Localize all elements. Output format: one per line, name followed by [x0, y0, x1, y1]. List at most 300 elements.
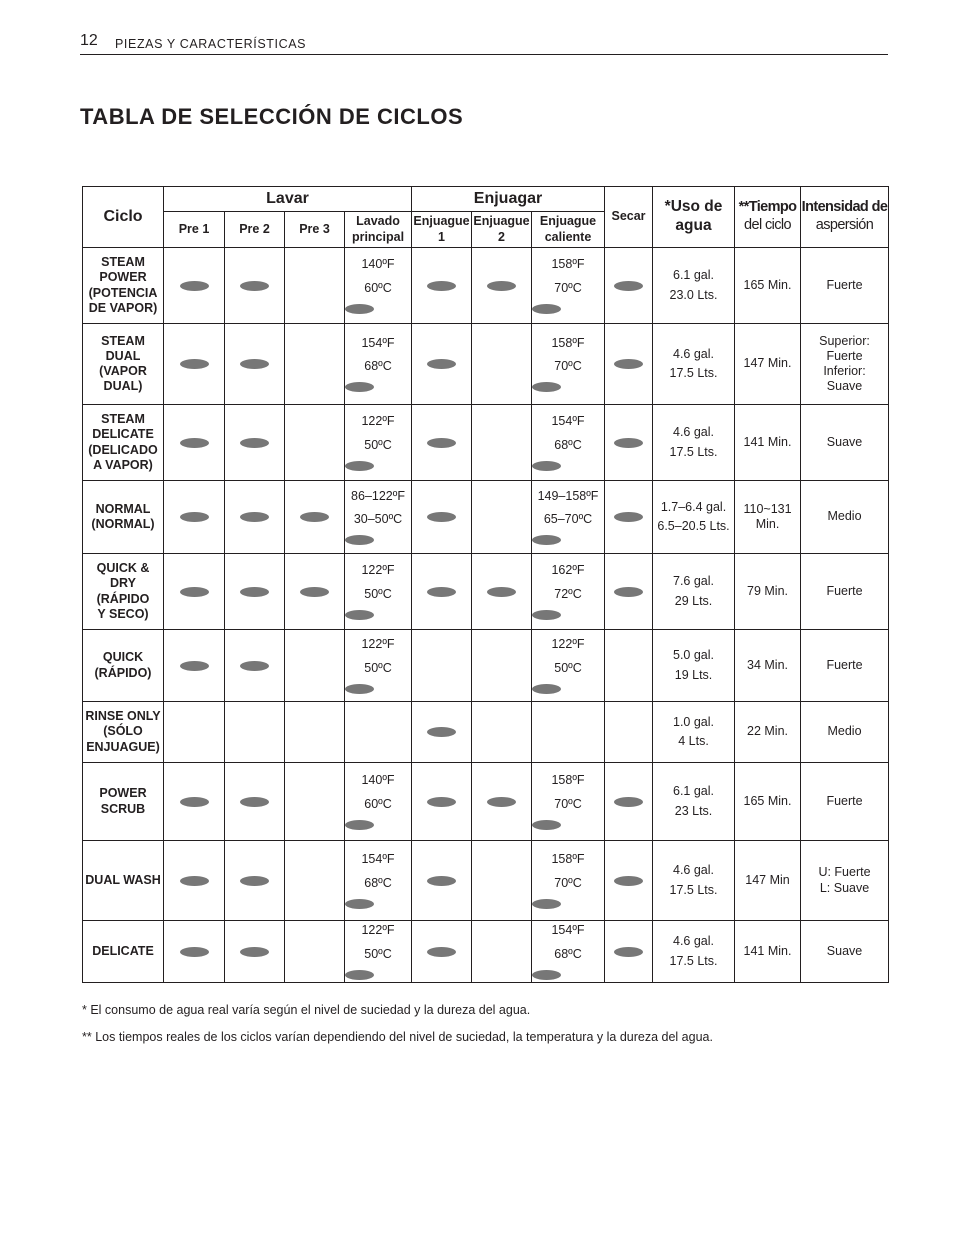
footnote-water: * El consumo de agua real varía según el nivel de suciedad y la dureza del agua. [82, 1003, 531, 1017]
pre2-cell [225, 248, 285, 324]
cycle-name [83, 405, 164, 481]
cycle-step-dot [345, 899, 374, 909]
cell-line: NORMAL [95, 501, 151, 516]
temperature-value: 70ºC [554, 280, 582, 295]
cycle-name [83, 702, 164, 763]
cell-line: DUAL) [103, 379, 143, 394]
temperature-value: 154ºF [361, 852, 395, 867]
cycle-step-dot [427, 587, 456, 597]
cycle-step-dot [345, 535, 374, 545]
cell-line: DELICATE [92, 943, 154, 958]
pre1-cell [164, 702, 225, 763]
header-pre2: Pre 2 [225, 212, 285, 248]
cycle-step-dot [487, 797, 516, 807]
rinse2-cell [472, 921, 532, 983]
water-value: 6.1 gal. [673, 268, 715, 283]
water-value: 23 Lts. [674, 803, 713, 818]
header-tiempo: **Tiempo del ciclo [735, 187, 801, 248]
hot-rinse-cell [532, 630, 605, 702]
cycle-step-dot [180, 512, 209, 522]
cycle-step-dot [532, 820, 561, 830]
rinse2-cell [472, 481, 532, 554]
pre2-cell [225, 763, 285, 841]
pre3-cell [285, 702, 345, 763]
cycle-step-dot [614, 281, 643, 291]
rinse2-cell [472, 554, 532, 630]
temperature-value: 68ºC [554, 946, 582, 961]
cycle-step-dot [532, 535, 561, 545]
cycle-step-dot [345, 684, 374, 694]
cycle-step-dot [487, 281, 516, 291]
cell-line: (RÁPIDO [96, 591, 150, 606]
cycle-step-dot [614, 797, 643, 807]
temperature-value: 70ºC [554, 359, 582, 373]
temperature-value: 158ºF [551, 257, 585, 272]
dry-cell [605, 763, 653, 841]
hot-rinse-cell [532, 763, 605, 841]
spray-intensity [801, 248, 889, 324]
cycle-step-dot [180, 438, 209, 448]
hot-rinse-cell [532, 841, 605, 921]
water-value: 4.6 gal. [673, 425, 715, 440]
header-lavado-principal: Lavado principal [345, 212, 412, 248]
cycle-step-dot [240, 359, 269, 369]
cycle-step-dot [427, 947, 456, 957]
table-row [83, 630, 889, 702]
cycle-name [83, 841, 164, 921]
cell-line: 79 Min. [747, 583, 789, 598]
spray-intensity [801, 324, 889, 405]
cell-line: Fuerte [826, 657, 863, 672]
temperature-value: 154ºF [551, 923, 585, 938]
temperature-value: 140ºF [361, 257, 395, 272]
temperature-value: 50ºC [554, 660, 582, 675]
table-row [83, 921, 889, 983]
cell-line: QUICK & [96, 561, 150, 575]
pre3-cell [285, 921, 345, 983]
pre1-cell [164, 481, 225, 554]
water-use [653, 841, 735, 921]
hot-rinse-cell [532, 481, 605, 554]
spray-intensity [801, 841, 889, 921]
temperature-value: 70ºC [554, 796, 582, 811]
water-use [653, 702, 735, 763]
table-row [83, 841, 889, 921]
cell-line: Fuerte [826, 583, 863, 598]
rinse2-cell [472, 405, 532, 481]
temperature-value: 86–122ºF [351, 488, 405, 503]
cycle-time [735, 630, 801, 702]
rinse1-cell [412, 921, 472, 983]
temperature-value: 72ºC [554, 586, 582, 601]
cell-line: DE VAPOR) [88, 300, 158, 315]
cycle-step-dot [240, 281, 269, 291]
rinse1-cell [412, 763, 472, 841]
water-value: 19 Lts. [674, 667, 713, 682]
cell-line: Suave [826, 943, 863, 958]
cycle-step-dot [180, 359, 209, 369]
cycle-step-dot [532, 684, 561, 694]
cell-line: STEAM [101, 333, 145, 348]
cell-line: POWER [99, 786, 147, 801]
rinse1-cell [412, 324, 472, 405]
water-use [653, 405, 735, 481]
rinse2-cell [472, 702, 532, 763]
cycle-name [83, 921, 164, 983]
dry-cell [605, 921, 653, 983]
cycle-step-dot [532, 382, 561, 392]
water-use [653, 630, 735, 702]
hot-rinse-cell [532, 248, 605, 324]
cycle-step-dot [240, 661, 269, 671]
header-pre3: Pre 3 [285, 212, 345, 248]
cycle-name [83, 481, 164, 554]
cell-line: U: Fuerte [818, 865, 871, 880]
cycle-step-dot [427, 876, 456, 886]
hot-rinse-cell [532, 702, 605, 763]
water-value: 4 Lts. [678, 734, 709, 748]
water-use [653, 554, 735, 630]
cell-line: Suave [826, 379, 863, 394]
hot-rinse-cell [532, 554, 605, 630]
cycle-step-dot [300, 512, 329, 522]
rinse1-cell [412, 405, 472, 481]
water-use [653, 481, 735, 554]
cycle-step-dot [300, 587, 329, 597]
hot-rinse-cell [532, 324, 605, 405]
cycle-time [735, 921, 801, 983]
cell-line: Medio [827, 724, 862, 739]
temperature-value: 154ºF [551, 414, 585, 429]
pre1-cell [164, 921, 225, 983]
water-value: 6.1 gal. [673, 784, 715, 799]
cell-line: Inferior: [823, 364, 866, 378]
cycle-step-dot [180, 947, 209, 957]
cycle-step-dot [532, 970, 561, 980]
cycle-step-dot [427, 281, 456, 291]
cell-line: 147 Min [745, 872, 790, 887]
temperature-value: 68ºC [554, 437, 582, 452]
dry-cell [605, 248, 653, 324]
cycle-step-dot [240, 438, 269, 448]
header-enjuague-caliente: Enjuague caliente [532, 212, 605, 248]
rinse1-cell [412, 630, 472, 702]
cell-line: Suave [826, 434, 863, 449]
header-ciclo: Ciclo [83, 187, 164, 248]
cell-line: DRY [110, 576, 136, 591]
cycle-step-dot [614, 876, 643, 886]
page-number: 12 [80, 32, 98, 49]
water-value: 17.5 Lts. [669, 366, 718, 380]
cycle-step-dot [180, 876, 209, 886]
water-value: 5.0 gal. [673, 648, 715, 663]
cell-line: (POTENCIA [88, 285, 158, 300]
cycle-name [83, 554, 164, 630]
water-value: 17.5 Lts. [669, 953, 718, 968]
cycle-step-dot [614, 587, 643, 597]
cell-line: L: Suave [819, 880, 870, 895]
cycle-step-dot [345, 610, 374, 620]
water-value: 29 Lts. [674, 593, 713, 608]
pre3-cell [285, 405, 345, 481]
cycle-name [83, 763, 164, 841]
water-value: 7.6 gal. [673, 574, 715, 589]
pre3-cell [285, 630, 345, 702]
main-wash-cell [345, 324, 412, 405]
table-row [83, 481, 889, 554]
cycle-time [735, 841, 801, 921]
cell-line: (DELICADO [88, 442, 158, 457]
temperature-value: 68ºC [364, 359, 392, 373]
water-use [653, 921, 735, 983]
cell-line: POWER [99, 270, 147, 285]
cycle-step-dot [240, 876, 269, 886]
dry-cell [605, 841, 653, 921]
cycle-time [735, 702, 801, 763]
dry-cell [605, 630, 653, 702]
cycle-step-dot [180, 797, 209, 807]
temperature-value: 65–70ºC [543, 512, 593, 526]
cycle-step-dot [427, 727, 456, 737]
pre2-cell [225, 702, 285, 763]
water-use [653, 248, 735, 324]
temperature-value: 122ºF [551, 637, 585, 652]
water-value: 4.6 gal. [673, 934, 715, 949]
main-wash-cell [345, 921, 412, 983]
cell-line: QUICK [102, 650, 144, 665]
page-header [80, 32, 888, 55]
cycle-step-dot [345, 382, 374, 392]
cell-line: STEAM [101, 255, 145, 269]
cycle-step-dot [240, 587, 269, 597]
spray-intensity [801, 481, 889, 554]
temperature-value: 50ºC [364, 586, 392, 601]
water-value: 1.7–6.4 gal. [660, 499, 727, 514]
spray-intensity [801, 630, 889, 702]
cell-line: (NORMAL) [91, 517, 155, 531]
temperature-value: 68ºC [364, 875, 392, 890]
rinse1-cell [412, 248, 472, 324]
spray-intensity [801, 405, 889, 481]
cell-line: A VAPOR) [93, 457, 153, 472]
rinse1-cell [412, 841, 472, 921]
rinse1-cell [412, 554, 472, 630]
main-wash-cell [345, 841, 412, 921]
pre2-cell [225, 841, 285, 921]
pre3-cell [285, 248, 345, 324]
hot-rinse-cell [532, 921, 605, 983]
temperature-value: 60ºC [364, 280, 392, 295]
spray-intensity [801, 554, 889, 630]
cell-line: 34 Min. [747, 657, 789, 672]
table-row [83, 554, 889, 630]
cell-line: 22 Min. [747, 724, 789, 739]
dry-cell [605, 481, 653, 554]
cycle-step-dot [240, 947, 269, 957]
pre3-cell [285, 841, 345, 921]
cycle-step-dot [180, 281, 209, 291]
table-row [83, 763, 889, 841]
cell-line: 110~131 [743, 501, 792, 516]
page-title: TABLA DE SELECCIÓN DE CICLOS [80, 104, 464, 129]
water-value: 23.0 Lts. [669, 287, 718, 302]
dry-cell [605, 324, 653, 405]
main-wash-cell [345, 248, 412, 324]
cell-line: 165 Min. [743, 793, 792, 808]
pre1-cell [164, 405, 225, 481]
cycle-time [735, 405, 801, 481]
cell-line: Fuerte [826, 277, 863, 292]
cycle-time [735, 481, 801, 554]
rinse1-cell [412, 481, 472, 554]
cell-line: Min. [755, 517, 780, 531]
spray-intensity [801, 921, 889, 983]
cycle-step-dot [427, 797, 456, 807]
table-row [83, 405, 889, 481]
temperature-value: 122ºF [361, 637, 395, 652]
pre1-cell [164, 248, 225, 324]
main-wash-cell [345, 702, 412, 763]
table-row [83, 324, 889, 405]
cycle-selection-table [82, 186, 889, 983]
pre3-cell [285, 481, 345, 554]
rinse2-cell [472, 630, 532, 702]
cycle-step-dot [345, 461, 374, 471]
table-row [83, 248, 889, 324]
rinse2-cell [472, 763, 532, 841]
pre3-cell [285, 324, 345, 405]
main-wash-cell [345, 763, 412, 841]
main-wash-cell [345, 554, 412, 630]
water-value: 17.5 Lts. [669, 882, 718, 897]
header-intensidad: Intensidad de aspersión [801, 187, 889, 248]
cell-line: ENJUAGUE) [86, 739, 160, 754]
temperature-value: 140ºF [361, 773, 395, 788]
temperature-value: 50ºC [364, 946, 392, 961]
spray-intensity [801, 702, 889, 763]
cell-line: STEAM [101, 412, 145, 426]
section-label: PIEZAS Y CARACTERÍSTICAS [115, 37, 307, 51]
temperature-value: 122ºF [361, 563, 395, 578]
cell-line: 141 Min. [743, 943, 792, 958]
temperature-value: 30–50ºC [353, 512, 403, 526]
temperature-value: 122ºF [361, 414, 395, 429]
cycle-step-dot [180, 587, 209, 597]
rinse2-cell [472, 248, 532, 324]
pre1-cell [164, 763, 225, 841]
cell-line: (SÓLO [103, 724, 143, 739]
temperature-value: 149–158ºF [537, 488, 599, 503]
cycle-time [735, 324, 801, 405]
cycle-step-dot [532, 461, 561, 471]
cycle-step-dot [427, 359, 456, 369]
dry-cell [605, 702, 653, 763]
cell-line: 147 Min. [743, 356, 792, 371]
header-enjuague2: Enjuague 2 [472, 212, 532, 248]
cycle-step-dot [614, 947, 643, 957]
cell-line: Superior: [819, 333, 870, 348]
cell-line: DUAL [105, 348, 141, 363]
cell-line: (RÁPIDO) [94, 665, 152, 680]
cycle-step-dot [345, 304, 374, 314]
hot-rinse-cell [532, 405, 605, 481]
cycle-step-dot [427, 512, 456, 522]
cycle-step-dot [532, 610, 561, 620]
cell-line: SCRUB [100, 801, 146, 816]
rinse2-cell [472, 324, 532, 405]
cell-line: 141 Min. [743, 434, 792, 449]
rinse2-cell [472, 841, 532, 921]
cycle-step-dot [345, 820, 374, 830]
water-use [653, 763, 735, 841]
cell-line: RINSE ONLY [85, 709, 161, 724]
cycle-time [735, 248, 801, 324]
cycle-step-dot [532, 899, 561, 909]
water-value: 17.5 Lts. [669, 444, 718, 459]
footnote-time: ** Los tiempos reales de los ciclos varían dependiendo del nivel de suciedad, la temperatura y la dureza del agua. [82, 1030, 713, 1044]
temperature-value: 158ºF [551, 335, 585, 350]
cell-line: Medio [827, 509, 862, 524]
header-secar: Secar [605, 187, 653, 248]
pre2-cell [225, 324, 285, 405]
header-pre1: Pre 1 [164, 212, 225, 248]
cell-line: 165 Min. [743, 277, 792, 292]
dry-cell [605, 405, 653, 481]
cycle-step-dot [427, 438, 456, 448]
cell-line: (VAPOR [99, 364, 147, 378]
cycle-step-dot [532, 304, 561, 314]
temperature-value: 50ºC [364, 437, 392, 452]
header-lavar: Lavar [164, 187, 412, 212]
water-value: 6.5–20.5 Lts. [657, 519, 730, 533]
header-enjuague1: Enjuague 1 [412, 212, 472, 248]
rinse1-cell [412, 702, 472, 763]
cycle-time [735, 554, 801, 630]
cycle-step-dot [614, 359, 643, 369]
water-value: 1.0 gal. [673, 714, 715, 729]
temperature-value: 158ºF [551, 852, 585, 867]
cycle-name [83, 248, 164, 324]
temperature-value: 60ºC [364, 796, 392, 811]
temperature-value: 158ºF [551, 773, 585, 788]
pre1-cell [164, 324, 225, 405]
cycle-step-dot [240, 512, 269, 522]
temperature-value: 50ºC [364, 660, 392, 675]
cell-line: Y SECO) [97, 606, 149, 621]
cycle-step-dot [614, 438, 643, 448]
pre1-cell [164, 841, 225, 921]
main-wash-cell [345, 481, 412, 554]
water-value: 4.6 gal. [673, 863, 715, 878]
water-use [653, 324, 735, 405]
cycle-step-dot [240, 797, 269, 807]
pre1-cell [164, 630, 225, 702]
cycle-rows [83, 248, 889, 983]
pre1-cell [164, 554, 225, 630]
temperature-value: 122ºF [361, 923, 395, 938]
header-uso-agua: *Uso de agua [653, 187, 735, 248]
temperature-value: 154ºF [361, 335, 395, 350]
dry-cell [605, 554, 653, 630]
temperature-value: 162ºF [551, 563, 585, 578]
cell-line: DELICATE [92, 427, 154, 442]
cycle-time [735, 763, 801, 841]
pre2-cell [225, 481, 285, 554]
pre3-cell [285, 554, 345, 630]
cycle-step-dot [614, 512, 643, 522]
header-enjuagar: Enjuagar [412, 187, 605, 212]
temperature-value: 70ºC [554, 875, 582, 890]
